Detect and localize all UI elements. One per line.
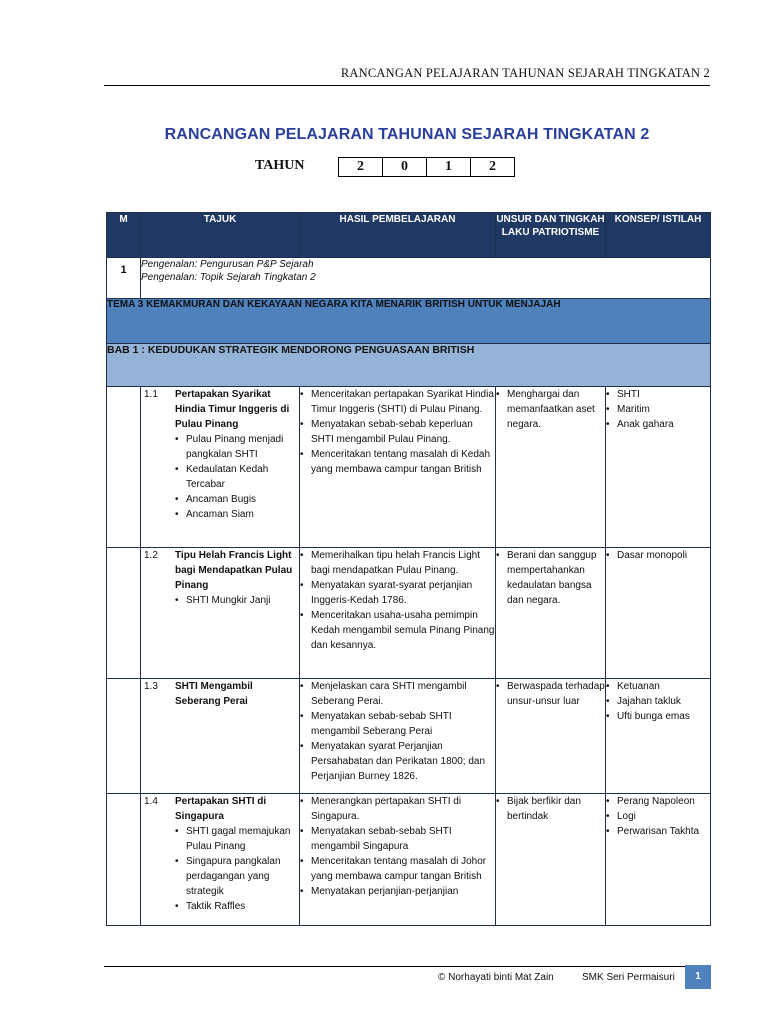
hasil-item: • Menyatakan sebab-sebab SHTI mengambil Singapura xyxy=(300,824,495,854)
unsur-item: • Berani dan sanggup mempertahankan kedaulatan bangsa dan negara. xyxy=(496,548,605,608)
subtopic-item: • Pulau Pinang menjadi pangkalan SHTI xyxy=(175,432,299,462)
intro-week: 1 xyxy=(107,258,141,299)
subtopic-item: • SHTI gagal memajukan Pulau Pinang xyxy=(175,824,299,854)
subtopic-item: • Singapura pangkalan perdagangan yang strategik xyxy=(175,854,299,899)
tahun-digit: 2 xyxy=(489,159,496,174)
unsur-item: • Menghargai dan memanfaatkan aset negara. xyxy=(496,387,605,432)
unsur-cell xyxy=(496,794,606,926)
unsur-item: • Berwaspada terhadap unsur-unsur luar xyxy=(496,679,605,709)
konsep-item: • Ketuanan xyxy=(606,679,710,694)
subtopic-item: • Ancaman Bugis xyxy=(175,492,299,507)
footer-divider xyxy=(104,966,710,967)
hasil-item: • Menerangkan pertapakan SHTI di Singapura. xyxy=(300,794,495,824)
hasil-list xyxy=(300,794,495,899)
konsep-item: • Maritim xyxy=(606,402,710,417)
header-hasil: HASIL PEMBELAJARAN xyxy=(300,213,496,258)
subtopic-number: 1.4 xyxy=(144,796,158,807)
subtopic-number: 1.1 xyxy=(144,389,158,400)
hasil-item: • Menyatakan sebab-sebab SHTI mengambil Seberang Perai xyxy=(300,709,495,739)
tahun-digit: 1 xyxy=(427,158,471,176)
running-header: RANCANGAN PELAJARAN TAHUNAN SEJARAH TINGKATAN 2 xyxy=(340,66,710,80)
header-tajuk: TAJUK xyxy=(141,213,300,258)
konsep-item: • SHTI xyxy=(606,387,710,402)
hasil-cell xyxy=(300,548,496,679)
konsep-item: • Perwarisan Takhta xyxy=(606,824,710,839)
subtopic-item: • Ancaman Siam xyxy=(175,507,299,522)
subtopic-number: 1.2 xyxy=(144,550,158,561)
subtopic-title: Tipu Helah Francis Light bagi Mendapatkan Pulau Pinang xyxy=(175,550,293,591)
hasil-item: • Menceritakan pertapakan Syarikat Hindia Timur Inggeris (SHTI) di Pulau Pinang. xyxy=(300,387,495,417)
hasil-item: • Menceritakan tentang masalah di Johor yang membawa campur tangan British xyxy=(300,854,495,884)
week-cell xyxy=(107,387,141,548)
konsep-cell xyxy=(606,679,711,794)
intro-line: Pengenalan: Topik Sejarah Tingkatan 2 xyxy=(141,272,316,283)
hasil-cell xyxy=(300,794,496,926)
tahun-boxes xyxy=(338,157,515,177)
subtopic-list xyxy=(175,593,299,608)
subtopic-title: Pertapakan Syarikat Hindia Timur Inggeris di Pulau Pinang xyxy=(175,389,290,430)
lesson-plan-table xyxy=(106,212,711,926)
subtopic-list xyxy=(175,824,299,914)
unsur-list xyxy=(496,794,605,824)
unsur-list xyxy=(496,679,605,709)
intro-row xyxy=(107,258,711,299)
tahun-digit: 2 xyxy=(339,158,383,176)
unsur-cell xyxy=(496,387,606,548)
lesson-row xyxy=(107,679,711,794)
tajuk-cell xyxy=(141,794,300,926)
hasil-item: • Menyatakan syarat-syarat perjanjian Inggeris-Kedah 1786. xyxy=(300,578,495,608)
hasil-item: • Menceritakan tentang masalah di Kedah yang membawa campur tangan British xyxy=(300,447,495,477)
tema-row xyxy=(107,299,711,344)
konsep-list xyxy=(606,387,710,432)
unsur-list xyxy=(496,387,605,432)
tajuk-cell xyxy=(141,679,300,794)
tahun-digit: 0 xyxy=(383,158,427,176)
week-cell xyxy=(107,548,141,679)
header-unsur: UNSUR DAN TINGKAH LAKU PATRIOTISME xyxy=(496,213,606,258)
intro-line: Pengenalan: Pengurusan P&P Sejarah xyxy=(141,259,314,270)
lesson-row xyxy=(107,387,711,548)
footer-school: SMK Seri Permaisuri xyxy=(582,972,675,983)
konsep-item: • Logi xyxy=(606,809,710,824)
hasil-item: • Menyatakan sebab-sebab keperluan SHTI mengambil Pulau Pinang. xyxy=(300,417,495,447)
tajuk-cell xyxy=(141,548,300,679)
document-title: RANCANGAN PELAJARAN TAHUNAN SEJARAH TINGKATAN 2 xyxy=(164,126,650,143)
subtopic-title: Pertapakan SHTI di Singapura xyxy=(175,796,267,822)
subtopic-list xyxy=(175,432,299,522)
bab-row xyxy=(107,344,711,387)
tema-text: TEMA 3 KEMAKMURAN DAN KEKAYAAN NEGARA KITA MENARIK BRITISH UNTUK MENJAJAH xyxy=(107,299,711,344)
konsep-cell xyxy=(606,548,711,679)
konsep-list xyxy=(606,548,710,563)
subtopic-item: • Taktik Raffles xyxy=(175,899,299,914)
konsep-item: • Perang Napoleon xyxy=(606,794,710,809)
konsep-item: • Jajahan takluk xyxy=(606,694,710,709)
konsep-item: • Dasar monopoli xyxy=(606,548,710,563)
unsur-cell xyxy=(496,548,606,679)
hasil-item: • Menceritakan usaha-usaha pemimpin Kedah mengambil semula Pinang Pinang dan kesannya. xyxy=(300,608,495,653)
bab-text: BAB 1 : KEDUDUKAN STRATEGIK MENDORONG PENGUASAAN BRITISH xyxy=(107,344,711,387)
konsep-item: • Ufti bunga emas xyxy=(606,709,710,724)
konsep-list xyxy=(606,794,710,839)
page-number: 1 xyxy=(685,965,711,989)
header-divider xyxy=(104,85,710,86)
footer-author: © Norhayati binti Mat Zain xyxy=(438,972,554,983)
hasil-item: • Memerihalkan tipu helah Francis Light bagi mendapatkan Pulau Pinang. xyxy=(300,548,495,578)
header-m: M xyxy=(107,213,141,258)
unsur-cell xyxy=(496,679,606,794)
week-cell xyxy=(107,679,141,794)
subtopic-item: • Kedaulatan Kedah Tercabar xyxy=(175,462,299,492)
konsep-cell xyxy=(606,794,711,926)
hasil-item: • Menjelaskan cara SHTI mengambil Seberang Perai. xyxy=(300,679,495,709)
unsur-item: • Bijak berfikir dan bertindak xyxy=(496,794,605,824)
unsur-list xyxy=(496,548,605,608)
tajuk-cell xyxy=(141,387,300,548)
konsep-item: • Anak gahara xyxy=(606,417,710,432)
hasil-item: • Menyatakan syarat Perjanjian Persahabatan dan Perikatan 1800; dan Perjanjian Burney 1826. xyxy=(300,739,495,784)
lesson-row xyxy=(107,794,711,926)
subtopic-title: SHTI Mengambil Seberang Perai xyxy=(175,681,253,707)
hasil-cell xyxy=(300,679,496,794)
subtopic-item: • SHTI Mungkir Janji xyxy=(175,593,299,608)
week-cell xyxy=(107,794,141,926)
subtopic-number: 1.3 xyxy=(144,681,158,692)
hasil-list xyxy=(300,387,495,477)
hasil-list xyxy=(300,548,495,653)
hasil-item: • Menyatakan perjanjian-perjanjian xyxy=(300,884,495,899)
intro-cell xyxy=(141,258,711,299)
lesson-row xyxy=(107,548,711,679)
konsep-list xyxy=(606,679,710,724)
header-konsep: KONSEP/ ISTILAH xyxy=(606,213,711,258)
hasil-list xyxy=(300,679,495,784)
hasil-cell xyxy=(300,387,496,548)
tahun-label: TAHUN xyxy=(255,158,305,173)
konsep-cell xyxy=(606,387,711,548)
